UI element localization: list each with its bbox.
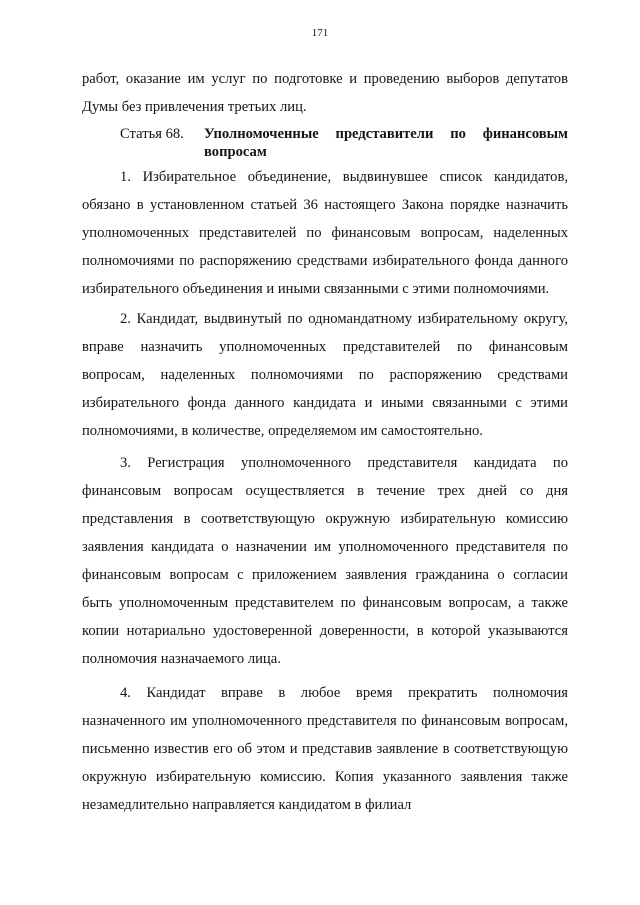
paragraph-4: 4. Кандидат вправе в любое время прекратить полномочия назначенного им уполномоченного представителя по финансовым вопросам, письменно известив его об этом и представив заявление в соответствующую окружную избирательную комиссию. Копия указанного заявления также незамедлительно направляется кандидатом в филиал: [82, 685, 568, 813]
paragraph-2: 2. Кандидат, выдвинутый по одномандатному избирательному округу, вправе назначить уполномоченных представителей по финансовым вопросам, наделенных полномочиями по распоряжению средствами избирательного фонда данного кандидата и иными связанными с этими полномочиями, в количестве, определяемом им самостоятельно.: [82, 311, 568, 439]
article-heading: [82, 125, 568, 161]
paragraph-3: 3. Регистрация уполномоченного представителя кандидата по финансовым вопросам осуществляется в течение трех дней со дня представления в соответствующую окружную избирательную комиссию заявления кандидата о назначении им уполномоченного представителя по финансовым вопросам с приложением заявления гражданина о согласии быть уполномоченным представителем по финансовым вопросам, а также копии нотариально удостоверенной доверенности, в которой указываются полномочия назначаемого лица.: [82, 455, 568, 667]
article-title: Уполномоченные представители по финансовым вопросам: [204, 126, 568, 160]
article-number: Статья 68.: [120, 126, 184, 142]
page-number: 171: [311, 27, 329, 39]
document-body: [82, 60, 568, 819]
intro-paragraph: работ, оказание им услуг по подготовке и проведению выборов депутатов Думы без привлечения третьих лиц.: [82, 71, 568, 115]
paragraph-1: 1. Избирательное объединение, выдвинувшее список кандидатов, обязано в установленном статьей 36 настоящего Закона порядке назначить уполномоченных представителей по финансовым вопросам, наделенных полномочиями по распоряжению средствами избирательного фонда данного избирательного объединения и иными связанными с этими полномочиями.: [82, 169, 568, 297]
